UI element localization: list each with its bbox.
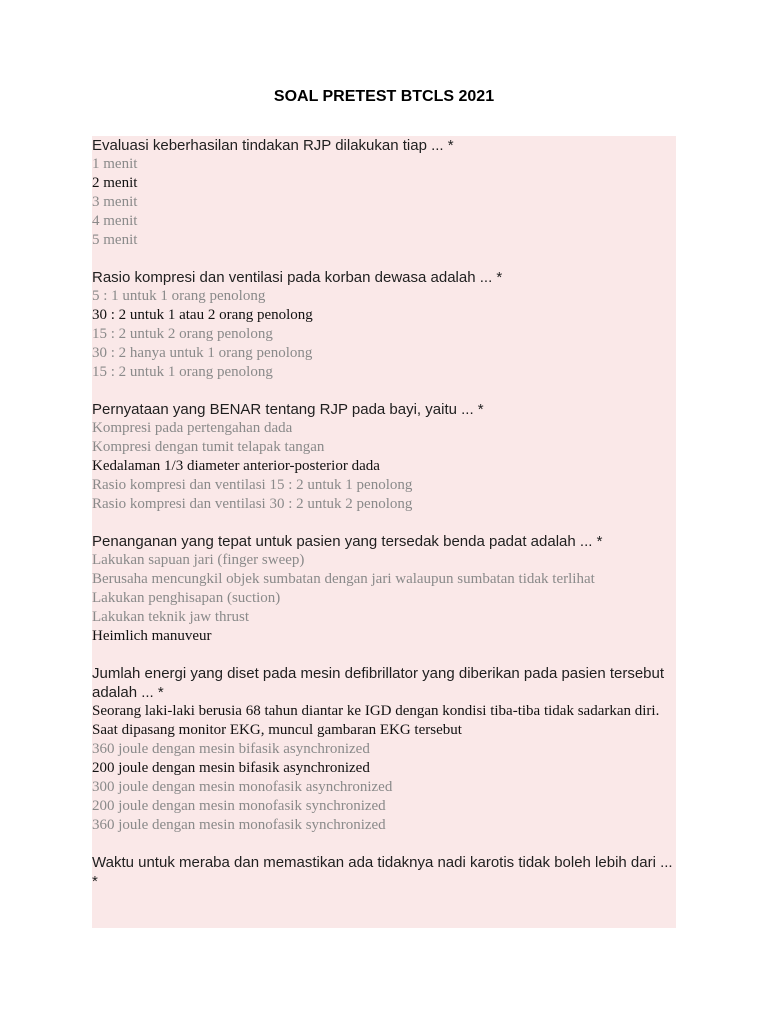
question-block: [92, 532, 676, 646]
answer-option: 1 menit: [92, 156, 138, 172]
question-spacer: [92, 514, 676, 532]
answer-option: Kompresi dengan tumit telapak tangan: [92, 439, 325, 455]
question-text: Jumlah energi yang diset pada mesin defibrillator yang diberikan pada pasien tersebut adalah ... *: [92, 665, 665, 701]
answer-option: Kompresi pada pertengahan dada: [92, 420, 293, 436]
question-list: [92, 136, 676, 928]
answer-option: 15 : 2 untuk 2 orang penolong: [92, 326, 273, 342]
question-block: [92, 853, 676, 891]
answer-option: 15 : 2 untuk 1 orang penolong: [92, 364, 273, 380]
question-scenario: Seorang laki-laki berusia 68 tahun diantar ke IGD dengan kondisi tiba-tiba tidak sadarkan diri. Saat dipasang monitor EKG, muncul gambaran EKG tersebut: [92, 703, 660, 738]
question-text: Waktu untuk meraba dan memastikan ada tidaknya nadi karotis tidak boleh lebih dari ... *: [92, 854, 673, 890]
answer-option: 300 joule dengan mesin monofasik asynchronized: [92, 779, 393, 795]
question-block: [92, 664, 676, 835]
question-text: Pernyataan yang BENAR tentang RJP pada bayi, yaitu ... *: [92, 401, 484, 418]
question-block: [92, 400, 676, 514]
answer-option: Lakukan penghisapan (suction): [92, 590, 281, 606]
question-text: Penanganan yang tepat untuk pasien yang tersedak benda padat adalah ... *: [92, 533, 603, 550]
answer-option: 360 joule dengan mesin monofasik synchronized: [92, 817, 386, 833]
answer-option: Lakukan teknik jaw thrust: [92, 609, 250, 625]
answer-option: 5 menit: [92, 232, 138, 248]
option-list: [92, 551, 676, 646]
page-title: SOAL PRETEST BTCLS 2021: [273, 88, 495, 105]
answer-option-correct: Heimlich manuveur: [92, 628, 212, 644]
answer-option: 200 joule dengan mesin monofasik synchronized: [92, 798, 386, 814]
answer-option: Rasio kompresi dan ventilasi 30 : 2 untuk 2 penolong: [92, 496, 413, 512]
answer-option: Rasio kompresi dan ventilasi 15 : 2 untuk 1 penolong: [92, 477, 413, 493]
question-spacer: [92, 250, 676, 268]
answer-option: Berusaha mencungkil objek sumbatan dengan jari walaupun sumbatan tidak terlihat: [92, 571, 595, 587]
question-block: [92, 268, 676, 382]
option-list: [92, 155, 676, 250]
question-text: Rasio kompresi dan ventilasi pada korban dewasa adalah ... *: [92, 269, 503, 286]
answer-option: 360 joule dengan mesin bifasik asynchronized: [92, 741, 370, 757]
answer-option: 3 menit: [92, 194, 138, 210]
answer-option-correct: 2 menit: [92, 175, 138, 191]
answer-option: 30 : 2 hanya untuk 1 orang penolong: [92, 345, 313, 361]
answer-option-correct: 30 : 2 untuk 1 atau 2 orang penolong: [92, 307, 313, 323]
question-text: Evaluasi keberhasilan tindakan RJP dilakukan tiap ... *: [92, 137, 454, 154]
answer-option: 5 : 1 untuk 1 orang penolong: [92, 288, 266, 304]
answer-option: 4 menit: [92, 213, 138, 229]
option-list: [92, 419, 676, 514]
answer-option-correct: 200 joule dengan mesin bifasik asynchronized: [92, 760, 370, 776]
question-spacer: [92, 835, 676, 853]
answer-option-correct: Kedalaman 1/3 diameter anterior-posterior dada: [92, 458, 380, 474]
question-spacer: [92, 382, 676, 400]
question-block: [92, 136, 676, 250]
option-list: [92, 740, 676, 835]
answer-option: Lakukan sapuan jari (finger sweep): [92, 552, 305, 568]
option-list: [92, 287, 676, 382]
question-spacer: [92, 646, 676, 664]
